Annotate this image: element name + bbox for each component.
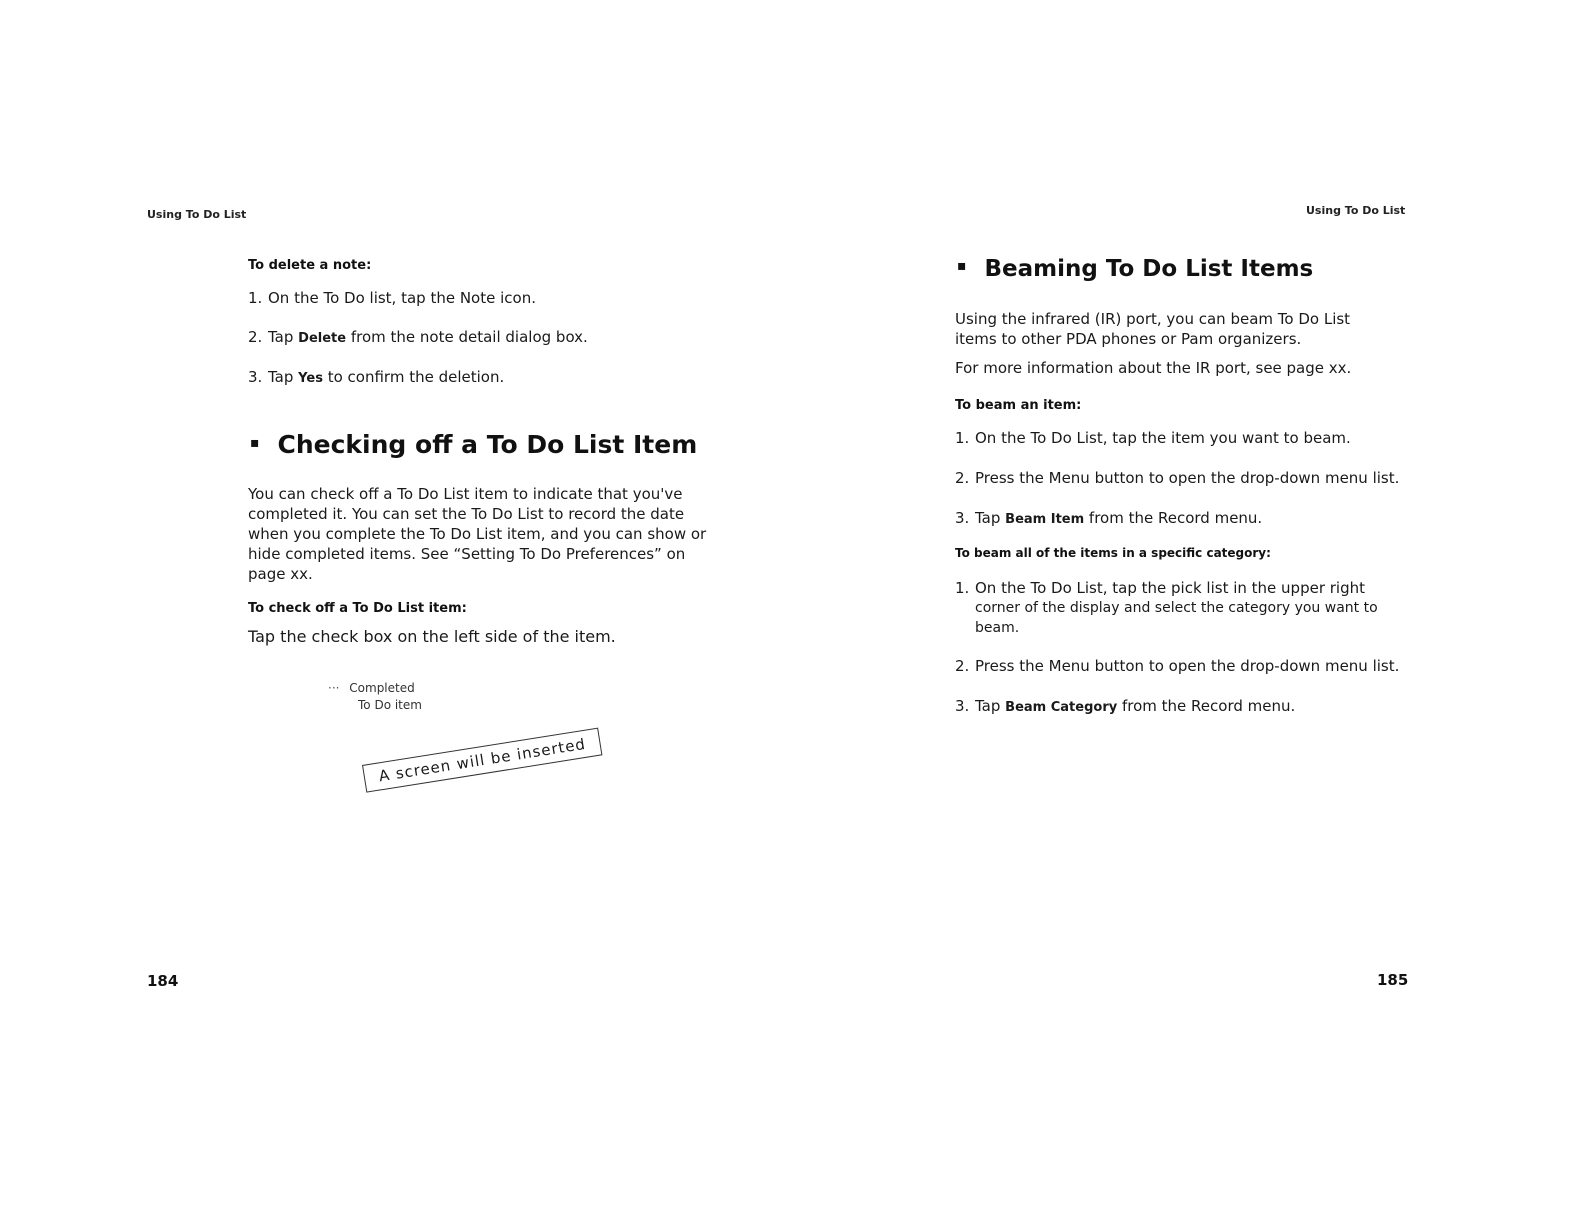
beam-category-heading: To beam all of the items in a specific category: [955,546,1271,560]
beaming-paragraph-1: Using the infrared (IR) port, you can beam To Do List items to other PDA phones or Pam organizers. [955,310,1351,348]
beam-step-1: 1. On the To Do List, tap the item you want to beam. [955,429,1351,447]
delete-note-heading: To delete a note: [248,258,372,273]
category-step-1: 1. On the To Do List, tap the pick list in the upper right corner of the display and select the category you want to beam. [955,579,1378,636]
delete-step-2: 2. Tap Delete from the note detail dialog box. [248,328,588,346]
beam-step-3: 3. Tap Beam Item from the Record menu. [955,509,1263,527]
delete-step-3: 3. Tap Yes to confirm the deletion. [248,368,505,386]
page-number-left: 184 [147,972,179,990]
beam-item-heading: To beam an item: [955,398,1082,413]
section-title-beaming: ▪ Beaming To Do List Items [957,256,1314,282]
square-bullet-icon: ▪ [250,435,260,451]
running-head-left: Using To Do List [147,208,247,221]
beam-step-2: 2. Press the Menu button to open the drop-down menu list. [955,469,1400,487]
screen-placeholder-stamp: A screen will be inserted [362,728,603,793]
square-bullet-icon: ▪ [957,258,967,274]
page-number-right: 185 [1377,971,1409,989]
check-off-heading: To check off a To Do List item: [248,601,467,616]
category-step-2: 2. Press the Menu button to open the drop-down menu list. [955,657,1400,675]
completed-callout: ··· Completed To Do item [328,681,422,712]
check-off-instruction: Tap the check box on the left side of the item. [248,627,616,646]
callout-dots: ··· [328,681,340,695]
section-title-checking-off: ▪ Checking off a To Do List Item [250,430,698,459]
category-step-3: 3. Tap Beam Category from the Record menu. [955,697,1296,715]
checking-off-paragraph: You can check off a To Do List item to indicate that you've completed it. You can set the To Do List to record the date when you complete the To Do List item, and you can show or hide completed items. See “Setting To Do Preferences” on page xx. [248,485,707,583]
delete-step-1: 1. On the To Do list, tap the Note icon. [248,289,536,307]
beaming-paragraph-2: For more information about the IR port, see page xx. [955,359,1352,377]
running-head-right: Using To Do List [1306,204,1406,217]
